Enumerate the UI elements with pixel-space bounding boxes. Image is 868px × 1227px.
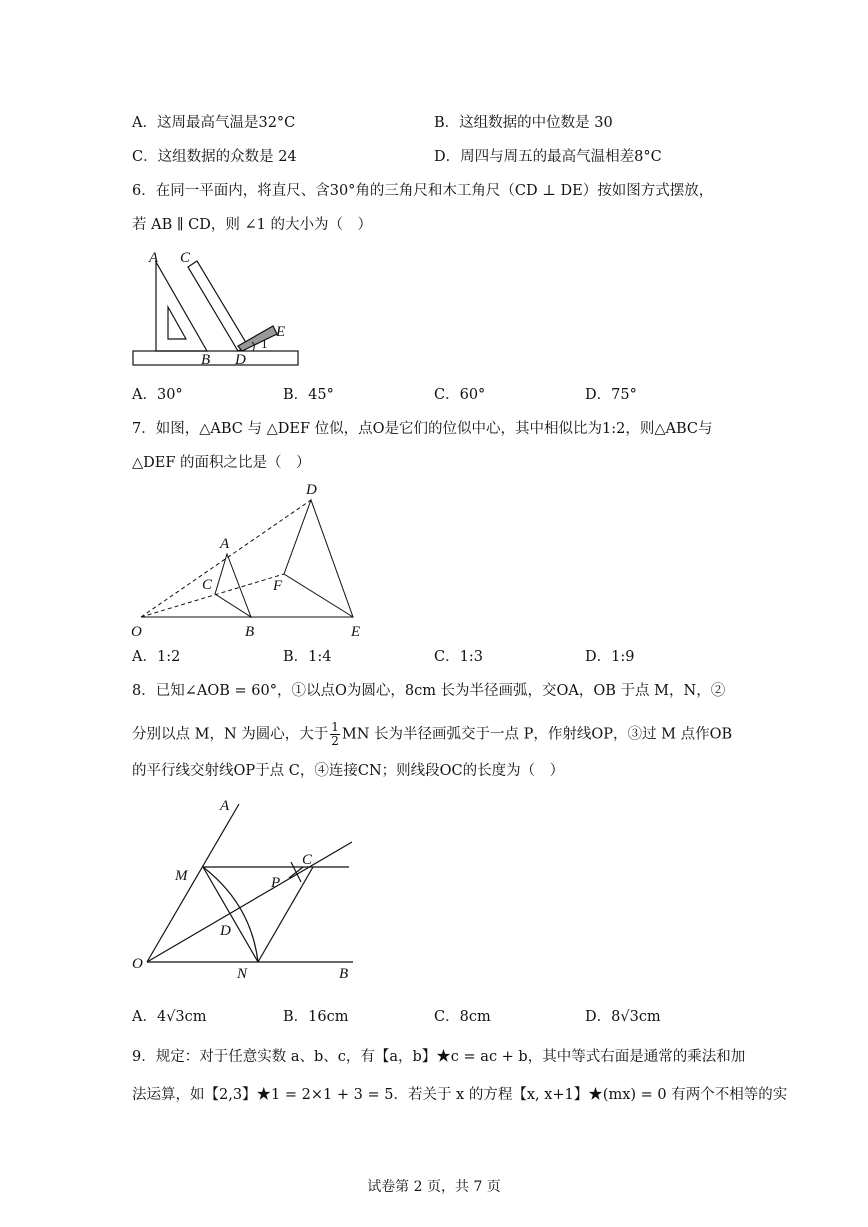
label-c: C bbox=[180, 250, 191, 266]
label-c: C bbox=[202, 577, 213, 593]
fraction-numerator: 1 bbox=[331, 720, 339, 734]
label-a: A bbox=[220, 798, 230, 814]
label-d: D bbox=[235, 352, 246, 368]
label-b: B bbox=[201, 352, 211, 368]
q5-option-c: C．这组数据的众数是 24 bbox=[132, 149, 297, 165]
triangle-hole-shape bbox=[168, 307, 186, 339]
q9-stem-line1: 9．规定：对于任意实数 a、b、c，有【a，b】★c = ac + b，其中等式右面是通常的乘法和加 bbox=[132, 1049, 746, 1065]
q9-stem-line2: 法运算，如【2,3】★1 = 2×1 + 3 = 5．若关于 x 的方程【x, x+1】★(mx) = 0 有两个不相等的实 bbox=[132, 1087, 788, 1103]
triangle-abc bbox=[215, 554, 251, 617]
label-d: D bbox=[220, 923, 231, 939]
q8-line2-pre: 分别以点 M，N 为圆心，大于 bbox=[132, 726, 329, 743]
triangle-ruler-shape bbox=[156, 262, 207, 351]
q7-figure bbox=[125, 476, 375, 642]
label-a: A bbox=[149, 250, 159, 266]
q7-option-b: B．1:4 bbox=[283, 649, 332, 665]
label-a: A bbox=[220, 536, 230, 552]
label-b: B bbox=[339, 966, 349, 982]
q5-option-a: A．这周最高气温是32°C bbox=[132, 115, 296, 131]
label-p: P bbox=[271, 875, 281, 891]
label-d: D bbox=[306, 482, 317, 498]
ruler-shape bbox=[133, 351, 298, 365]
label-b: B bbox=[245, 624, 255, 640]
q8-option-b: B．16cm bbox=[283, 1009, 349, 1025]
q7-stem-line1: 7．如图，△ABC 与 △DEF 位似，点O是它们的位似中心，其中相似比为1:2，则△ABC与 bbox=[132, 421, 713, 437]
q6-option-c: C．60° bbox=[434, 387, 486, 403]
q8-figure bbox=[125, 792, 370, 984]
q8-option-d: D．8√3cm bbox=[585, 1009, 661, 1025]
q8-option-a: A．4√3cm bbox=[132, 1009, 207, 1025]
label-m: M bbox=[175, 868, 188, 884]
label-o: O bbox=[131, 624, 142, 640]
q6-stem-line2: 若 AB ∥ CD，则 ∠1 的大小为（ ） bbox=[132, 217, 372, 233]
q6-option-b: B．45° bbox=[283, 387, 334, 403]
q6-option-d: D．75° bbox=[585, 387, 637, 403]
triangle-def bbox=[284, 500, 353, 617]
label-n: N bbox=[237, 966, 248, 982]
fraction-denominator: 2 bbox=[331, 734, 339, 748]
q6-figure bbox=[125, 242, 315, 372]
q8-stem-line1: 8．已知∠AOB = 60°，①以点O为圆心，8cm 长为半径画弧，交OA，OB 于点 M，N，② bbox=[132, 683, 726, 699]
q8-line2-post: MN 长为半径画弧交于一点 P，作射线OP，③过 M 点作OB bbox=[341, 726, 733, 743]
label-f: F bbox=[273, 578, 283, 594]
dash-o-f bbox=[141, 574, 284, 617]
q7-option-d: D．1:9 bbox=[585, 649, 635, 665]
q8-stem-line3: 的平行线交射线OP于点 C，④连接CN；则线段OC的长度为（ ） bbox=[132, 763, 565, 779]
q7-stem-line2: △DEF 的面积之比是（ ） bbox=[132, 455, 311, 471]
q6-stem-line1: 6．在同一平面内，将直尺、含30°角的三角尺和木工角尺（CD ⊥ DE）按如图方式摆放， bbox=[132, 183, 714, 199]
ray-op bbox=[147, 842, 352, 962]
q7-option-c: C．1:3 bbox=[434, 649, 483, 665]
label-c: C bbox=[302, 852, 313, 868]
q8-option-c: C．8cm bbox=[434, 1009, 491, 1025]
label-e: E bbox=[351, 624, 361, 640]
square-long-arm-shape bbox=[188, 261, 248, 351]
page-footer: 试卷第 2 页，共 7 页 bbox=[367, 1179, 501, 1195]
q5-option-b: B．这组数据的中位数是 30 bbox=[434, 115, 613, 131]
label-e: E bbox=[276, 324, 286, 340]
q5-option-d: D．周四与周五的最高气温相差8°C bbox=[434, 149, 662, 165]
q6-option-a: A．30° bbox=[132, 387, 183, 403]
q7-option-a: A．1:2 bbox=[132, 649, 181, 665]
fraction-one-half bbox=[330, 721, 340, 748]
q8-stem-line2 bbox=[132, 721, 732, 748]
label-o: O bbox=[132, 956, 143, 972]
segment-mn bbox=[203, 867, 258, 962]
label-1: 1 bbox=[261, 336, 268, 351]
